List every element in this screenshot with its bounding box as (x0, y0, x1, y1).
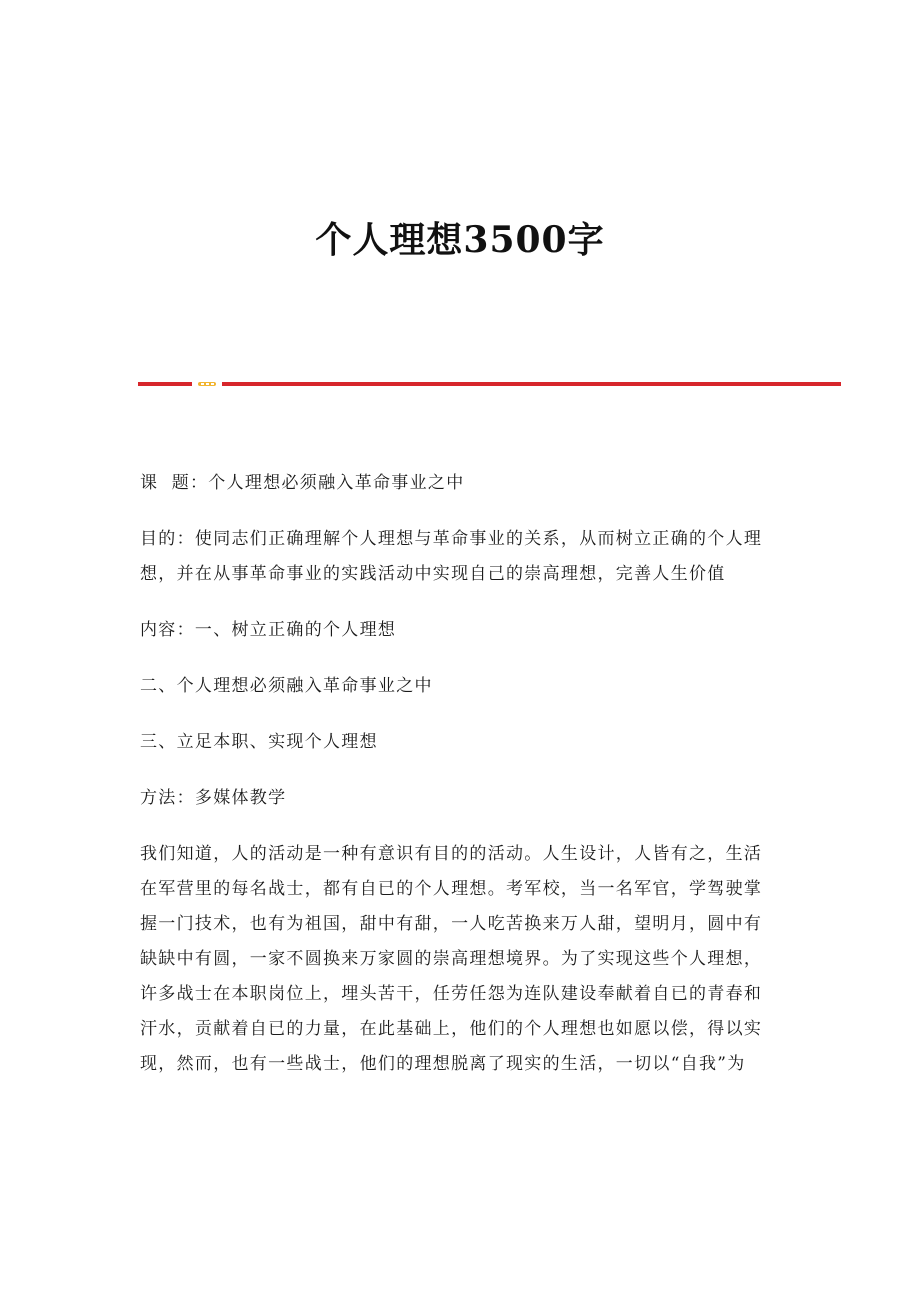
content-item-2: 二、个人理想必须融入革命事业之中 (140, 676, 433, 696)
method-line: 方法：多媒体教学 (140, 788, 287, 808)
divider-bar-right (222, 382, 841, 386)
body-paragraph: 我们知道，人的活动是一种有意识有目的的活动。人生设计，人皆有之，生活在军营里的每名战士，都有自已的个人理想。考军校，当一名军官，学驾驶掌握一门技术，也有为祖国，甜中有甜，一人吃苦换来万人甜，望明月，圆中有缺缺中有圆，一家不圆换来万家圆的崇高理想境界。为了实现这些个人理想，许多战士在本职岗位上，埋头苦干，任劳任怨为连队建设奉献着自已的青春和汗水，贡献着自已的力量，在此基础上，他们的个人理想也如愿以偿，得以实现，然而，也有一些战士，他们的理想脱离了现实的生活，一切以“自我”为 (140, 844, 763, 1074)
topic-line: 课 题：个人理想必须融入革命事业之中 (140, 473, 465, 493)
content-item-1: 内容：一、树立正确的个人理想 (140, 620, 397, 640)
document-title: 个人理想3500字 (315, 219, 605, 261)
content-item-3: 三、立足本职、实现个人理想 (140, 732, 378, 752)
purpose-paragraph: 目的：使同志们正确理解个人理想与革命事业的关系，从而树立正确的个人理想，并在从事革命事业的实践活动中实现自己的崇高理想，完善人生价值 (140, 529, 763, 584)
ornament-icon (197, 380, 217, 388)
title-divider (138, 380, 841, 388)
divider-bar-left (138, 382, 192, 386)
document-body (140, 466, 780, 1082)
